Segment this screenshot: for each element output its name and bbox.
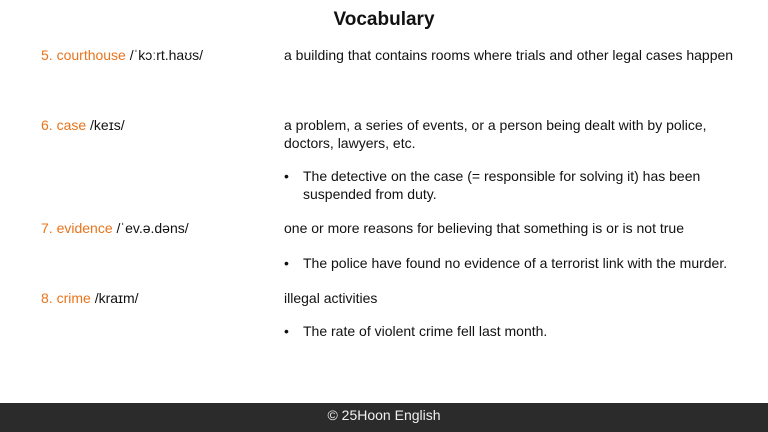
vocab-term bbox=[41, 46, 276, 64]
vocab-term bbox=[41, 219, 276, 237]
vocab-term bbox=[41, 116, 276, 134]
example-text: The police have found no evidence of a terrorist link with the murder. bbox=[303, 255, 728, 271]
definition: illegal activities bbox=[284, 290, 378, 306]
definition: one or more reasons for believing that something is or is not true bbox=[284, 220, 684, 236]
definition: a building that contains rooms where trials and other legal cases happen bbox=[284, 47, 734, 63]
vocab-word bbox=[41, 220, 113, 236]
copyright-footer: © 25Hoon English bbox=[0, 403, 768, 432]
pronunciation: /ˈev.ə.dəns/ bbox=[116, 220, 189, 236]
pronunciation: /ˈkɔːrt.haʊs/ bbox=[129, 47, 204, 63]
example-text: The rate of violent crime fell last month. bbox=[303, 323, 548, 339]
example-text: The detective on the case (= responsible for solving it) has been suspended from duty. bbox=[303, 168, 701, 202]
page-title: Vocabulary bbox=[333, 9, 435, 30]
pronunciation: /keɪs/ bbox=[90, 117, 125, 133]
bullet-icon: • bbox=[284, 323, 289, 339]
entry-number: 8. bbox=[41, 290, 53, 306]
vocab-word bbox=[41, 47, 126, 63]
entry-number: 5. bbox=[41, 47, 53, 63]
word-text: courthouse bbox=[56, 47, 126, 63]
word-text: crime bbox=[56, 290, 91, 306]
definition: a problem, a series of events, or a person being dealt with by police, doctors, lawyers, etc. bbox=[284, 117, 707, 151]
pronunciation: /kraɪm/ bbox=[94, 290, 139, 306]
vocab-term bbox=[41, 289, 276, 307]
vocab-word bbox=[41, 290, 91, 306]
entry-number: 7. bbox=[41, 220, 53, 236]
entry-number: 6. bbox=[41, 117, 53, 133]
bullet-icon: • bbox=[284, 255, 289, 271]
vocab-word bbox=[41, 117, 86, 133]
word-text: case bbox=[56, 117, 87, 133]
bullet-icon: • bbox=[284, 168, 289, 184]
word-text: evidence bbox=[56, 220, 113, 236]
